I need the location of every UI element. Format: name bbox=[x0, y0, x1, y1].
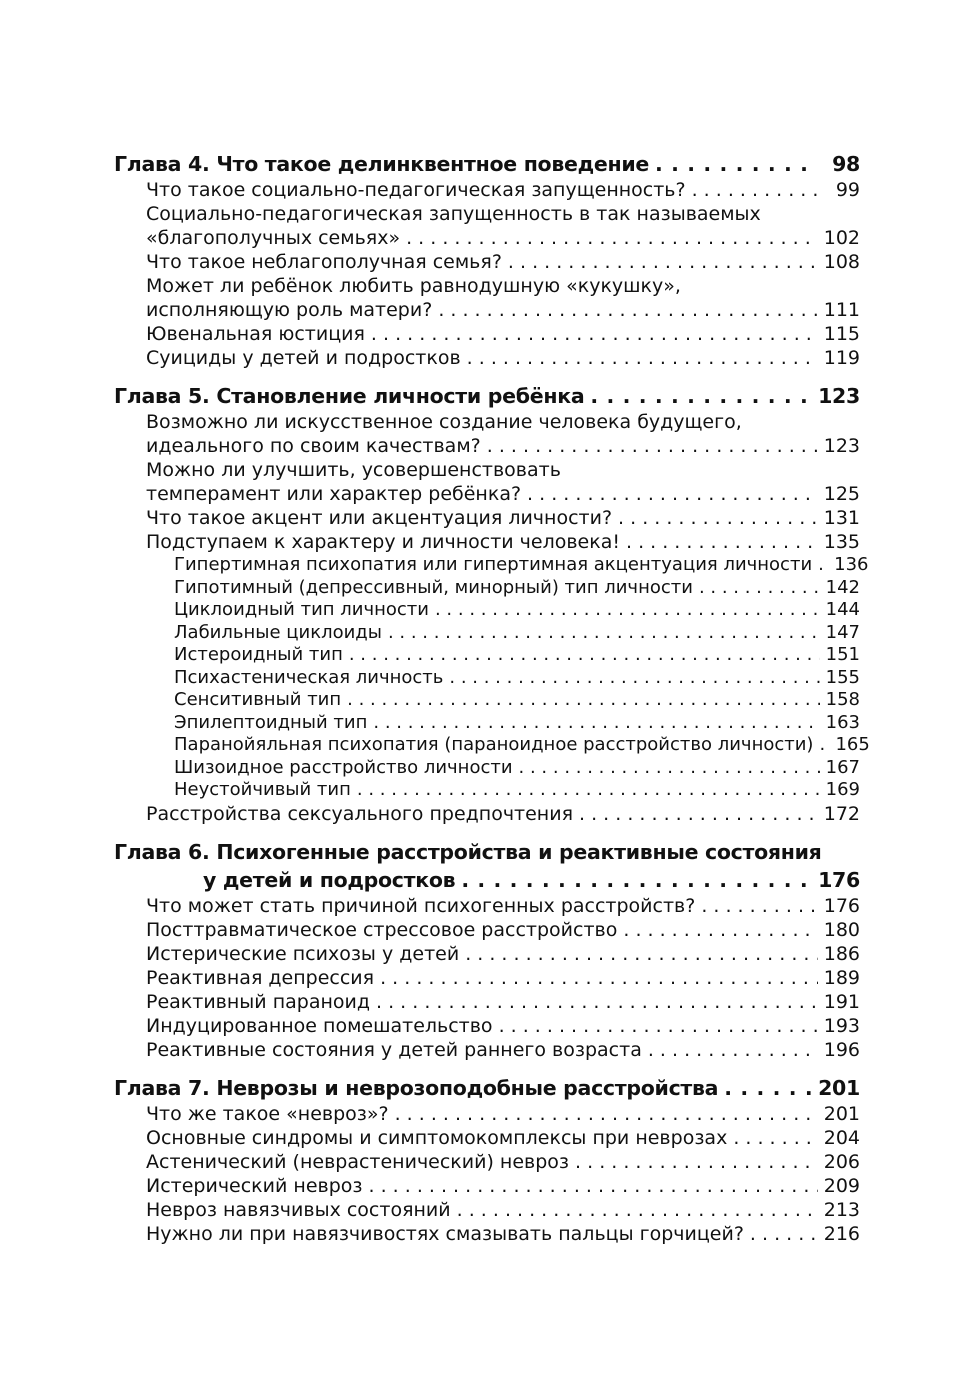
toc-entry[interactable] bbox=[114, 1198, 860, 1222]
entry-title-text: Ювенальная юстиция bbox=[146, 323, 365, 345]
toc-entry[interactable] bbox=[114, 577, 860, 600]
toc-entry-line bbox=[146, 966, 860, 990]
entry-title-text: Астенический (неврастенический) невроз bbox=[146, 1150, 570, 1173]
dot-leader bbox=[395, 1102, 818, 1126]
chapter-heading-line bbox=[114, 382, 860, 410]
dot-leader bbox=[724, 1074, 812, 1102]
chapter-title-text: Глава 5. Становление личности ребёнка bbox=[114, 384, 585, 408]
toc-entry-line bbox=[146, 322, 860, 346]
chapter-title-text: Глава 7. Неврозы и неврозоподобные расстройства bbox=[114, 1075, 719, 1100]
dot-leader bbox=[380, 966, 818, 990]
toc-entry-line bbox=[146, 1038, 860, 1062]
page-number: 98 bbox=[832, 152, 860, 176]
toc-entry[interactable] bbox=[114, 644, 860, 667]
toc-entry[interactable] bbox=[114, 322, 860, 346]
page-number: 125 bbox=[823, 483, 860, 505]
entry-title-text: Реактивные состояния у детей раннего возраста bbox=[146, 1038, 642, 1061]
page-number: 176 bbox=[818, 867, 860, 892]
page-number: 155 bbox=[825, 666, 860, 688]
page-number: 115 bbox=[823, 323, 860, 345]
entry-title-text: Истерические психозы у детей bbox=[146, 942, 460, 965]
toc-entry[interactable] bbox=[114, 599, 860, 622]
toc-entry[interactable] bbox=[114, 734, 870, 757]
toc-entry-line bbox=[174, 599, 860, 622]
toc-entry[interactable] bbox=[114, 346, 860, 370]
toc-entry-line bbox=[146, 202, 860, 226]
dot-leader bbox=[575, 1150, 818, 1174]
toc-entry-line bbox=[174, 644, 860, 667]
entry-title-text: Социально-педагогическая запущенность в так называемых bbox=[146, 203, 761, 225]
entry-title-text: Что же такое «невроз»? bbox=[146, 1102, 389, 1125]
toc-entry-line bbox=[146, 458, 860, 482]
toc-entry-line bbox=[174, 779, 860, 802]
entry-title-text: идеального по своим качествам? bbox=[146, 435, 481, 457]
dot-leader bbox=[371, 322, 818, 346]
entry-title-text: Может ли ребёнок любить равнодушную «кукушку», bbox=[146, 275, 681, 297]
page-number: 102 bbox=[823, 227, 860, 249]
chapter-title-text: Глава 6. Психогенные расстройства и реактивные состояния bbox=[114, 839, 822, 864]
chapter-heading[interactable] bbox=[114, 382, 860, 410]
chapter-section bbox=[114, 382, 870, 826]
dot-leader bbox=[461, 866, 812, 894]
toc-entry-line bbox=[146, 1126, 860, 1150]
page-number: 201 bbox=[823, 1102, 860, 1125]
table-of-contents bbox=[114, 150, 870, 1258]
toc-entry[interactable] bbox=[114, 779, 860, 802]
entry-title-text: Подступаем к характеру и личности человека! bbox=[146, 531, 620, 553]
toc-entry[interactable] bbox=[114, 1102, 860, 1126]
toc-entry-line bbox=[146, 250, 860, 274]
entry-title-text: Можно ли улучшить, усовершенствовать bbox=[146, 459, 561, 481]
dot-leader bbox=[508, 250, 818, 274]
toc-entry-line bbox=[146, 410, 860, 434]
toc-entry[interactable] bbox=[114, 530, 860, 554]
chapter-heading-line bbox=[114, 838, 860, 866]
dot-leader bbox=[618, 506, 818, 530]
toc-entry[interactable] bbox=[114, 178, 860, 202]
entry-title-text: Циклоидный тип личности bbox=[174, 599, 429, 620]
page-number: 135 bbox=[823, 531, 860, 553]
dot-leader bbox=[373, 712, 819, 735]
entry-title-text: Что такое неблагополучная семья? bbox=[146, 251, 502, 273]
toc-entry[interactable] bbox=[114, 202, 860, 250]
chapter-heading[interactable] bbox=[114, 1074, 860, 1102]
toc-entry[interactable] bbox=[114, 554, 869, 577]
page-number: 144 bbox=[825, 599, 860, 620]
dot-leader bbox=[467, 346, 818, 370]
toc-entry-line bbox=[174, 667, 860, 690]
page-number: 204 bbox=[823, 1126, 860, 1149]
toc-entry-line bbox=[174, 712, 860, 735]
dot-leader bbox=[623, 918, 817, 942]
page-number: 119 bbox=[823, 347, 860, 369]
toc-entry[interactable] bbox=[114, 667, 860, 690]
dot-leader bbox=[819, 734, 829, 757]
toc-entry-line bbox=[146, 482, 860, 506]
dot-leader bbox=[701, 894, 817, 918]
toc-entry-line bbox=[146, 1222, 860, 1246]
entry-title-text: Индуцированное помешательство bbox=[146, 1014, 493, 1037]
page-number: 196 bbox=[823, 1038, 860, 1061]
toc-entry[interactable] bbox=[114, 250, 860, 274]
dot-leader bbox=[733, 1126, 817, 1150]
toc-entry-line bbox=[174, 577, 860, 600]
dot-leader bbox=[376, 990, 818, 1014]
entry-title-text: Невроз навязчивых состояний bbox=[146, 1198, 451, 1221]
chapter-title-text: Глава 4. Что такое делинквентное поведение bbox=[114, 152, 650, 176]
page-number: 189 bbox=[823, 966, 860, 989]
entry-title-text: Что такое социально-педагогическая запущенность? bbox=[146, 179, 686, 201]
entry-title-text: исполняющую роль матери? bbox=[146, 299, 433, 321]
toc-entry[interactable] bbox=[114, 1126, 860, 1150]
entry-title-text: Реактивный параноид bbox=[146, 990, 370, 1013]
entry-title-text: Расстройства сексуального предпочтения bbox=[146, 802, 574, 825]
dot-leader bbox=[648, 1038, 818, 1062]
toc-entry-line bbox=[146, 918, 860, 942]
entry-title-text: Гипертимная психопатия или гипертимная акцентуация личности bbox=[174, 554, 813, 575]
page-number: 193 bbox=[823, 1014, 860, 1037]
page-number: 165 bbox=[835, 734, 870, 755]
page-number: 186 bbox=[823, 942, 860, 965]
dot-leader bbox=[465, 942, 818, 966]
dot-leader bbox=[449, 667, 819, 690]
page-number: 213 bbox=[823, 1198, 860, 1221]
toc-entry-line bbox=[146, 298, 860, 322]
entry-title-text: Истероидный тип bbox=[174, 644, 343, 665]
toc-entry-line bbox=[174, 622, 860, 645]
toc-entry[interactable] bbox=[114, 689, 860, 712]
page-number: 191 bbox=[823, 990, 860, 1013]
toc-entry[interactable] bbox=[114, 966, 860, 990]
page-number: 136 bbox=[834, 554, 869, 575]
toc-entry-line bbox=[146, 1014, 860, 1038]
toc-entry[interactable] bbox=[114, 1222, 860, 1246]
page-number: 111 bbox=[823, 299, 860, 321]
toc-entry-line bbox=[146, 990, 860, 1014]
entry-title-text: Лабильные циклоиды bbox=[174, 621, 382, 643]
dot-leader bbox=[626, 530, 818, 554]
entry-title-text: Посттравматическое стрессовое расстройство bbox=[146, 918, 618, 941]
toc-entry[interactable] bbox=[114, 410, 860, 458]
toc-entry-line bbox=[146, 434, 860, 458]
entry-title-text: Истерический невроз bbox=[146, 1174, 363, 1197]
toc-entry[interactable] bbox=[114, 942, 860, 966]
page-number: 163 bbox=[825, 711, 860, 733]
toc-entry-line bbox=[146, 274, 860, 298]
toc-entry[interactable] bbox=[114, 1150, 860, 1174]
entry-title-text: Что может стать причиной психогенных расстройств? bbox=[146, 894, 696, 917]
chapter-heading-line bbox=[114, 866, 860, 894]
dot-leader bbox=[406, 226, 818, 250]
page-number: 147 bbox=[825, 621, 860, 643]
toc-entry[interactable] bbox=[114, 990, 860, 1014]
toc-entry[interactable] bbox=[114, 1174, 860, 1198]
dot-leader bbox=[435, 599, 820, 622]
page-number: 216 bbox=[823, 1222, 860, 1245]
page-number: 201 bbox=[818, 1075, 860, 1100]
toc-entry-line bbox=[146, 530, 860, 554]
dot-leader bbox=[487, 434, 818, 458]
dot-leader bbox=[388, 622, 820, 645]
toc-entry-line bbox=[146, 894, 860, 918]
page-number: 123 bbox=[818, 384, 860, 408]
chapter-heading[interactable] bbox=[114, 838, 860, 894]
page-number: 206 bbox=[823, 1150, 860, 1173]
dot-leader bbox=[527, 482, 818, 506]
chapter-heading-line bbox=[114, 150, 860, 178]
dot-leader bbox=[499, 1014, 818, 1038]
entry-title-text: Сенситивный тип bbox=[174, 689, 342, 710]
entry-title-text: «благополучных семьях» bbox=[146, 227, 401, 249]
toc-entry-line bbox=[146, 506, 860, 530]
dot-leader bbox=[369, 1174, 818, 1198]
toc-entry-line bbox=[174, 757, 860, 780]
entry-title-text: Неустойчивый тип bbox=[174, 779, 351, 800]
dot-leader bbox=[349, 644, 820, 667]
chapter-section bbox=[114, 150, 860, 370]
dot-leader bbox=[347, 689, 819, 712]
toc-entry[interactable] bbox=[114, 458, 860, 506]
entry-title-text: Шизоидное расстройство личности bbox=[174, 756, 513, 778]
toc-entry[interactable] bbox=[114, 506, 860, 530]
dot-leader bbox=[438, 298, 817, 322]
page-number: 172 bbox=[823, 802, 860, 825]
toc-entry[interactable] bbox=[114, 802, 860, 826]
dot-leader bbox=[699, 577, 820, 600]
toc-entry-line bbox=[146, 226, 860, 250]
toc-entry-line bbox=[146, 942, 860, 966]
toc-entry[interactable] bbox=[114, 918, 860, 942]
page-number: 180 bbox=[823, 918, 860, 941]
chapter-section bbox=[114, 1074, 860, 1246]
dot-leader bbox=[579, 802, 818, 826]
entry-title-text: Нужно ли при навязчивостях смазывать пальцы горчицей? bbox=[146, 1222, 744, 1245]
toc-entry[interactable] bbox=[114, 622, 860, 645]
page-number: 99 bbox=[835, 179, 860, 201]
toc-entry-line bbox=[146, 1102, 860, 1126]
page-number: 108 bbox=[823, 251, 860, 273]
entry-title-text: Суициды у детей и подростков bbox=[146, 347, 461, 369]
page-number: 142 bbox=[825, 576, 860, 598]
entry-title-text: Что такое акцент или акцентуация личности? bbox=[146, 507, 613, 529]
dot-leader bbox=[590, 382, 812, 410]
dot-leader bbox=[655, 150, 816, 178]
toc-entry-line bbox=[174, 554, 869, 577]
toc-entry[interactable] bbox=[114, 712, 860, 735]
chapter-section bbox=[114, 838, 860, 1062]
entry-title-text: темперамент или характер ребёнка? bbox=[146, 483, 522, 505]
toc-entry[interactable] bbox=[114, 757, 860, 780]
toc-entry-line bbox=[174, 734, 870, 757]
chapter-title-text: у детей и подростков bbox=[203, 867, 456, 892]
entry-title-text: Паранойяльная психопатия (параноидное расстройство личности) bbox=[174, 734, 814, 755]
dot-leader bbox=[750, 1222, 818, 1246]
page-number: 209 bbox=[823, 1174, 860, 1197]
toc-entry-line bbox=[146, 178, 860, 202]
entry-title-text: Гипотимный (депрессивный, минорный) тип личности bbox=[174, 576, 693, 598]
chapter-heading[interactable] bbox=[114, 150, 860, 178]
toc-entry[interactable] bbox=[114, 894, 860, 918]
entry-title-text: Возможно ли искусственное создание человека будущего, bbox=[146, 411, 742, 433]
dot-leader bbox=[457, 1198, 818, 1222]
page-number: 176 bbox=[823, 894, 860, 917]
dot-leader bbox=[692, 178, 820, 202]
toc-entry-line bbox=[146, 1150, 860, 1174]
page-number: 167 bbox=[825, 756, 860, 778]
toc-entry-line bbox=[146, 346, 860, 370]
dot-leader bbox=[519, 757, 820, 780]
entry-title-text: Психастеническая личность bbox=[174, 666, 444, 688]
entry-title-text: Основные синдромы и симптомокомплексы при неврозах bbox=[146, 1126, 728, 1149]
toc-entry-line bbox=[146, 802, 860, 826]
page-number: 151 bbox=[825, 644, 860, 665]
entry-title-text: Реактивная депрессия bbox=[146, 966, 375, 989]
dot-leader bbox=[818, 554, 828, 577]
page-number: 169 bbox=[825, 779, 860, 800]
page-number: 131 bbox=[823, 507, 860, 529]
toc-entry-line bbox=[146, 1174, 860, 1198]
page-number: 123 bbox=[823, 435, 860, 457]
chapter-heading-line bbox=[114, 1074, 860, 1102]
toc-entry-line bbox=[174, 689, 860, 712]
toc-entry[interactable] bbox=[114, 1014, 860, 1038]
dot-leader bbox=[357, 779, 820, 802]
toc-entry[interactable] bbox=[114, 1038, 860, 1062]
toc-entry[interactable] bbox=[114, 274, 860, 322]
entry-title-text: Эпилептоидный тип bbox=[174, 711, 368, 733]
page-number: 158 bbox=[825, 689, 860, 710]
toc-entry-line bbox=[146, 1198, 860, 1222]
